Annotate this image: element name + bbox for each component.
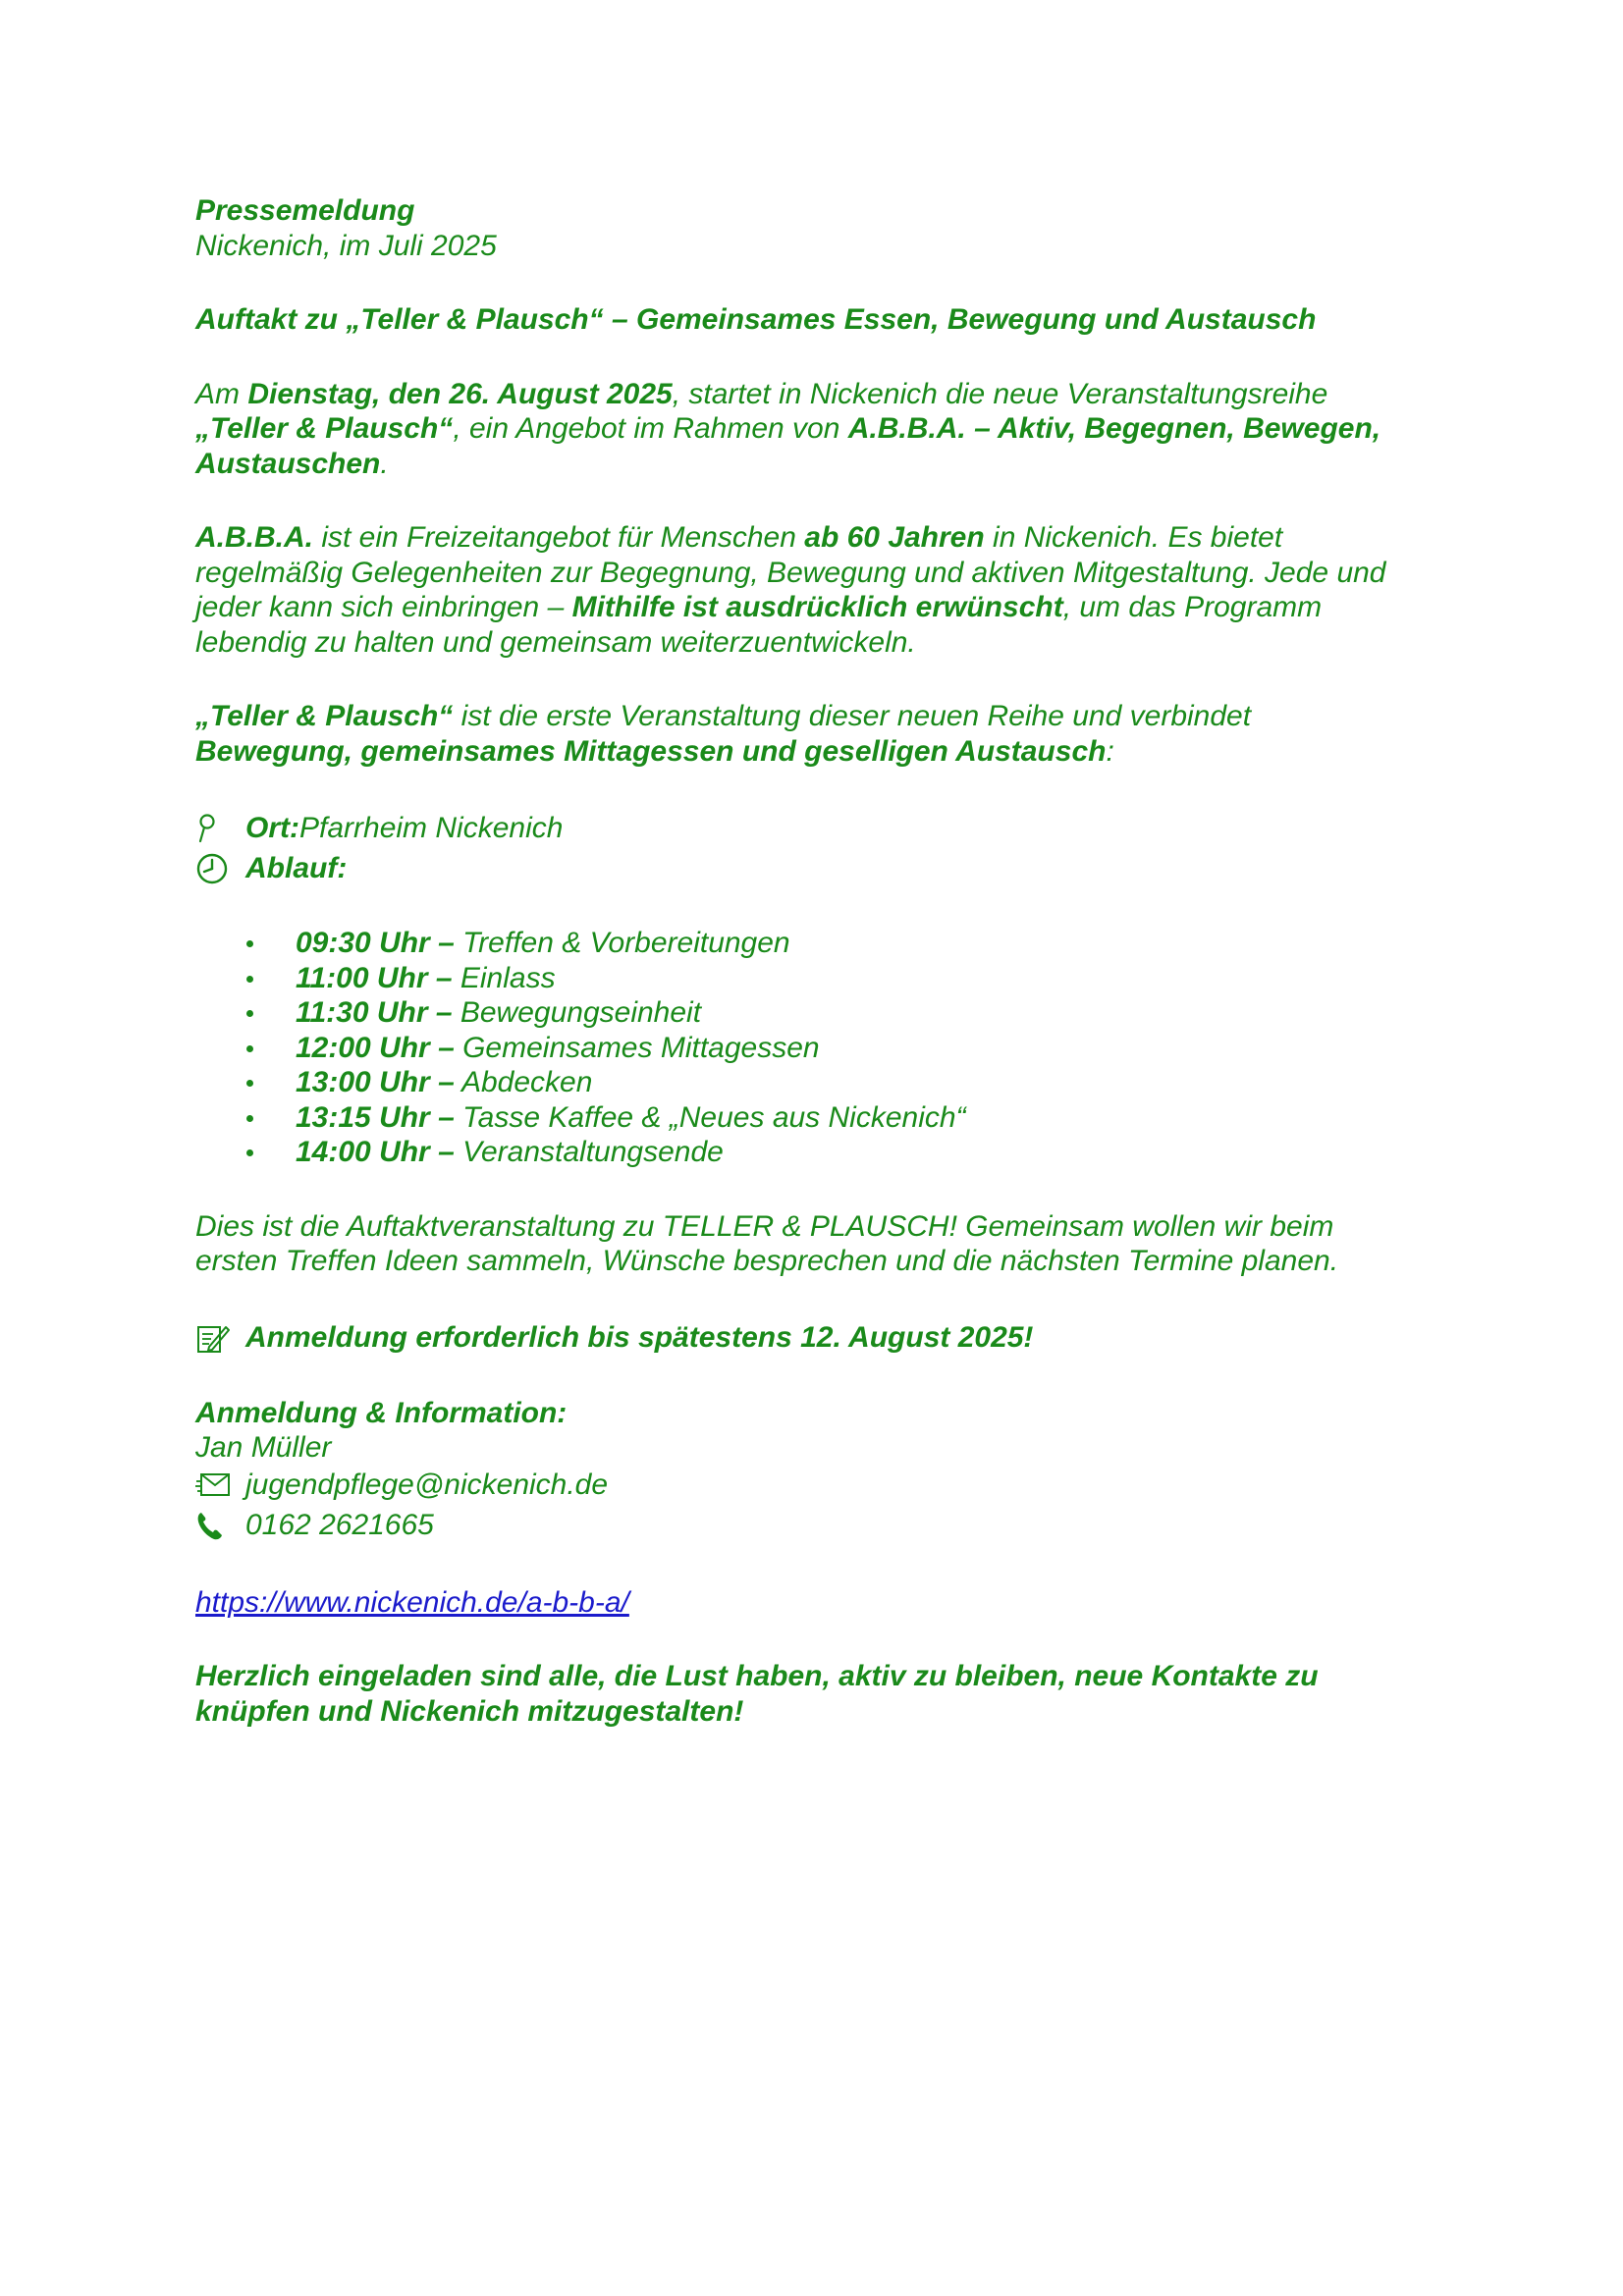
event-name: „Teller & Plausch“ bbox=[195, 412, 454, 445]
contact-block bbox=[195, 1396, 1433, 1546]
bullet-icon bbox=[246, 1115, 253, 1122]
schedule-heading bbox=[195, 848, 1433, 888]
phone-icon bbox=[195, 1510, 245, 1541]
press-release-page bbox=[195, 193, 1433, 1729]
contact-email-line bbox=[195, 1466, 1433, 1506]
bullet-icon bbox=[246, 976, 253, 983]
schedule-item: 13:15 Uhr – Tasse Kaffee & „Neues aus Nickenich“ bbox=[195, 1100, 1433, 1136]
place-date: Nickenich, im Juli 2025 bbox=[195, 229, 497, 262]
bullet-icon bbox=[246, 1010, 253, 1017]
contact-phone-line bbox=[195, 1506, 1433, 1546]
schedule-item: 14:00 Uhr – Veranstaltungsende bbox=[195, 1135, 1433, 1170]
headline: Auftakt zu „Teller & Plausch“ – Gemeinsames Essen, Bewegung und Austausch bbox=[195, 303, 1317, 336]
location-line bbox=[195, 808, 1433, 848]
memo-icon bbox=[195, 1321, 245, 1355]
clock-icon bbox=[195, 852, 245, 885]
schedule-item: 09:30 Uhr – Treffen & Vorbereitungen bbox=[195, 926, 1433, 961]
schedule-item: 13:00 Uhr – Abdecken bbox=[195, 1065, 1433, 1100]
program-name: A.B.B.A. – Aktiv, Begegnen, Bewegen, bbox=[847, 412, 1381, 445]
schedule-item: 11:30 Uhr – Bewegungseinheit bbox=[195, 995, 1433, 1031]
document-title: Pressemeldung bbox=[195, 194, 415, 227]
schedule-label: Ablauf: bbox=[245, 851, 348, 884]
bullet-icon bbox=[246, 1045, 253, 1052]
envelope-icon bbox=[195, 1471, 245, 1499]
event-paragraph: „Teller & Plausch“ ist die erste Veranstaltung dieser neuen Reihe und verbindet Bewegung, gemeinsames Mittagessen und geselligen Austausch: bbox=[195, 700, 1252, 768]
registration-text: Anmeldung erforderlich bis spätestens 12. August 2025! bbox=[245, 1321, 1034, 1355]
location-label: Ort: bbox=[245, 811, 299, 844]
schedule-item: 12:00 Uhr – Gemeinsames Mittagessen bbox=[195, 1031, 1433, 1066]
pin-icon bbox=[195, 813, 245, 844]
bullet-icon bbox=[246, 940, 253, 947]
closing-paragraph: Dies ist die Auftaktveranstaltung zu TELLER & PLAUSCH! Gemeinsam wollen wir beim ersten Treffen Ideen sammeln, Wünsche besprechen und die nächsten Termine planen. bbox=[195, 1209, 1339, 1277]
contact-phone[interactable]: 0162 2621665 bbox=[245, 1509, 434, 1542]
invitation-paragraph: Herzlich eingeladen sind alle, die Lust haben, aktiv zu bleiben, neue Kontakte zu knüpfen und Nickenich mitzugestalten! bbox=[195, 1660, 1319, 1728]
bullet-icon bbox=[246, 1080, 253, 1087]
contact-label: Anmeldung & Information: bbox=[195, 1396, 568, 1429]
schedule-item: 11:00 Uhr – Einlass bbox=[195, 961, 1433, 996]
contact-name: Jan Müller bbox=[195, 1431, 332, 1464]
about-paragraph: A.B.B.A. ist ein Freizeitangebot für Menschen ab 60 Jahren in Nickenich. Es bietet regelmäßig Gelegenheiten zur Begegnung, Bewegung und aktiven Mitgestaltung. Jede und jeder kann sich einbringen – Mithilfe ist ausdrücklich erwünscht, um das Programm lebendig zu halten und gemeinsam weiterzuentwickeln. bbox=[195, 521, 1386, 659]
website-link[interactable]: https://www.nickenich.de/a-b-b-a/ bbox=[195, 1585, 629, 1619]
event-date: Dienstag, den 26. August 2025 bbox=[247, 377, 673, 410]
intro-paragraph: Am Dienstag, den 26. August 2025, startet in Nickenich die neue Veranstaltungsreihe „Teller & Plausch“, ein Angebot im Rahmen von A.B.B.A. – Aktiv, Begegnen, Bewegen, Austauschen. bbox=[195, 377, 1381, 480]
location-value: Pfarrheim Nickenich bbox=[299, 811, 564, 844]
schedule-list bbox=[195, 926, 1433, 1170]
contact-email[interactable]: jugendpflege@nickenich.de bbox=[245, 1468, 609, 1502]
registration-notice bbox=[195, 1318, 1433, 1359]
bullet-icon bbox=[246, 1149, 253, 1156]
